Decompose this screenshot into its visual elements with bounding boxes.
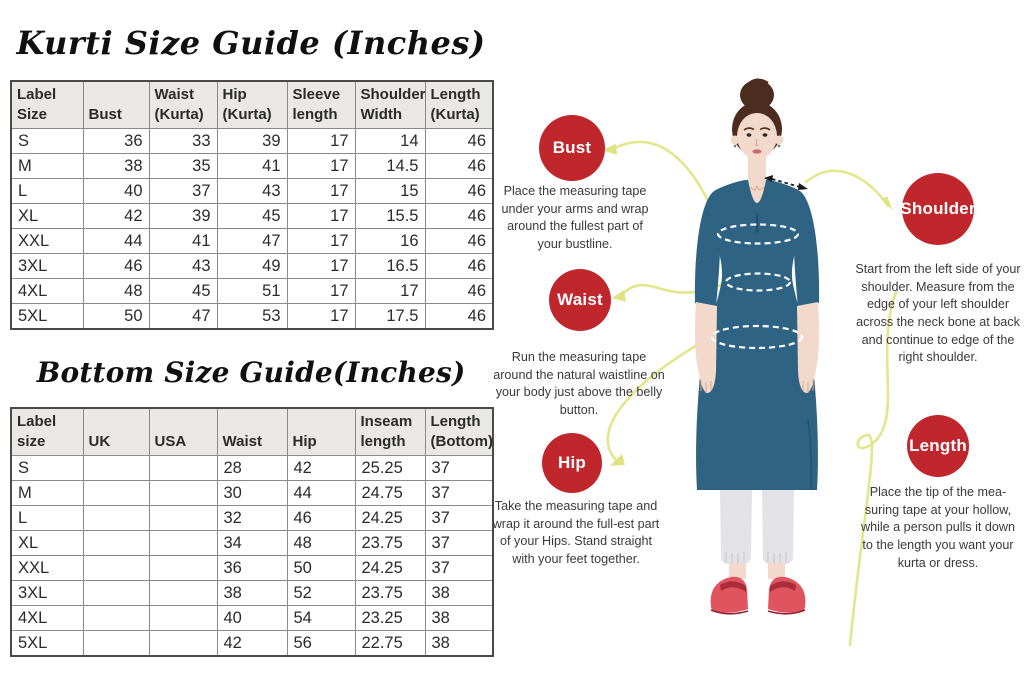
model-legs: [711, 490, 806, 614]
column-header: Length (Kurta): [425, 81, 493, 129]
value-cell: 38: [83, 154, 149, 179]
value-cell: [83, 631, 149, 657]
shoulder-badge: Shoulder: [902, 173, 974, 245]
value-cell: 22.75: [355, 631, 425, 657]
value-cell: 34: [217, 531, 287, 556]
value-cell: 23.75: [355, 581, 425, 606]
value-cell: 16.5: [355, 254, 425, 279]
value-cell: 37: [425, 531, 493, 556]
value-cell: 17: [287, 204, 355, 229]
value-cell: 17.5: [355, 304, 425, 330]
size-label-cell: M: [11, 481, 83, 506]
value-cell: 36: [217, 556, 287, 581]
value-cell: 46: [425, 279, 493, 304]
value-cell: 48: [83, 279, 149, 304]
value-cell: 33: [149, 129, 217, 154]
column-header: Label Size: [11, 81, 83, 129]
right-earring: [778, 145, 781, 148]
value-cell: [149, 506, 217, 531]
value-cell: 41: [217, 154, 287, 179]
value-cell: 46: [425, 154, 493, 179]
value-cell: [83, 456, 149, 481]
table-row: [11, 179, 493, 204]
table-row: [11, 631, 493, 657]
value-cell: 24.25: [355, 556, 425, 581]
value-cell: 23.25: [355, 606, 425, 631]
bottom-size-table: [10, 407, 494, 657]
hip-note: Take the measuring tape and wrap it around the full-est part of your Hips. Stand straight with your feet together.: [492, 499, 660, 566]
size-label-cell: 3XL: [11, 254, 83, 279]
table-row: [11, 581, 493, 606]
value-cell: 41: [149, 229, 217, 254]
value-cell: 50: [287, 556, 355, 581]
length-note: Place the tip of the mea-suring tape at your hollow, while a person pulls it down to the length you want your kurta or dress.: [860, 485, 1015, 570]
value-cell: 46: [425, 229, 493, 254]
left-forearm-hand: [695, 302, 717, 393]
value-cell: [149, 556, 217, 581]
value-cell: 42: [83, 204, 149, 229]
right-ankle: [768, 563, 785, 579]
value-cell: 42: [217, 631, 287, 657]
column-header: Hip (Kurta): [217, 81, 287, 129]
column-header: Sleeve length: [287, 81, 355, 129]
table-row: [11, 279, 493, 304]
size-label-cell: 5XL: [11, 631, 83, 657]
value-cell: 46: [287, 506, 355, 531]
size-label-cell: M: [11, 154, 83, 179]
length-badge: Length: [907, 415, 969, 477]
value-cell: [83, 481, 149, 506]
kurti-guide-title: Kurti Size Guide (Inches): [16, 24, 486, 62]
value-cell: 39: [149, 204, 217, 229]
table-row: [11, 204, 493, 229]
value-cell: 17: [287, 254, 355, 279]
value-cell: [83, 581, 149, 606]
value-cell: 17: [287, 229, 355, 254]
value-cell: 38: [425, 581, 493, 606]
value-cell: 47: [217, 229, 287, 254]
table-row: [11, 481, 493, 506]
value-cell: 14: [355, 129, 425, 154]
value-cell: 52: [287, 581, 355, 606]
bottom-guide-title: Bottom Size Guide(Inches): [36, 356, 466, 389]
table-row: [11, 456, 493, 481]
value-cell: 45: [217, 204, 287, 229]
value-cell: 17: [287, 129, 355, 154]
size-label-cell: 4XL: [11, 606, 83, 631]
table-row: [11, 129, 493, 154]
value-cell: 44: [83, 229, 149, 254]
neck: [748, 151, 766, 188]
value-cell: [149, 606, 217, 631]
value-cell: 16: [355, 229, 425, 254]
size-label-cell: L: [11, 179, 83, 204]
lips: [752, 149, 761, 153]
value-cell: 17: [287, 279, 355, 304]
value-cell: 37: [149, 179, 217, 204]
right-forearm-hand: [797, 302, 819, 393]
shoulder-note: Start from the left side of your shoulder. Measure from the edge of your left shoulder across the neck bone at back and continue to edge of the right shoulder.: [855, 262, 1021, 365]
value-cell: 35: [149, 154, 217, 179]
value-cell: 24.25: [355, 506, 425, 531]
value-cell: 15: [355, 179, 425, 204]
value-cell: 36: [83, 129, 149, 154]
value-cell: [149, 631, 217, 657]
column-header: Waist: [217, 408, 287, 456]
value-cell: 42: [287, 456, 355, 481]
value-cell: [83, 606, 149, 631]
value-cell: 25.25: [355, 456, 425, 481]
value-cell: 53: [217, 304, 287, 330]
bust-badge: Bust: [539, 115, 605, 181]
value-cell: 37: [425, 556, 493, 581]
value-cell: 40: [217, 606, 287, 631]
column-header: Hip: [287, 408, 355, 456]
value-cell: 14.5: [355, 154, 425, 179]
value-cell: 37: [425, 506, 493, 531]
value-cell: 46: [425, 179, 493, 204]
size-label-cell: 4XL: [11, 279, 83, 304]
value-cell: 44: [287, 481, 355, 506]
value-cell: [149, 481, 217, 506]
column-header: UK: [83, 408, 149, 456]
table-row: [11, 254, 493, 279]
column-header: Bust: [83, 81, 149, 129]
left-eye: [747, 133, 752, 136]
column-header: Length (Bottom): [425, 408, 493, 456]
value-cell: [149, 456, 217, 481]
value-cell: 17: [287, 304, 355, 330]
value-cell: 46: [425, 254, 493, 279]
value-cell: 15.5: [355, 204, 425, 229]
waist-badge: Waist: [549, 269, 611, 331]
header-row: [11, 408, 493, 456]
value-cell: 46: [425, 304, 493, 330]
size-label-cell: XL: [11, 531, 83, 556]
right-eye: [763, 133, 768, 136]
shoulder-measure-right-arrow: [798, 183, 808, 190]
value-cell: 38: [425, 631, 493, 657]
value-cell: [83, 531, 149, 556]
size-label-cell: 3XL: [11, 581, 83, 606]
size-label-cell: 5XL: [11, 304, 83, 330]
value-cell: 48: [287, 531, 355, 556]
column-header: Waist (Kurta): [149, 81, 217, 129]
value-cell: 38: [425, 606, 493, 631]
left-legging: [720, 490, 752, 565]
waist-note: Run the measuring tape around the natural waistline on your body just above the belly button.: [493, 350, 665, 417]
size-label-cell: XXL: [11, 229, 83, 254]
column-header: USA: [149, 408, 217, 456]
hip-badge: Hip: [542, 433, 602, 493]
value-cell: 39: [217, 129, 287, 154]
table-row: [11, 606, 493, 631]
table-row: [11, 556, 493, 581]
value-cell: 37: [425, 481, 493, 506]
column-header: Label size: [11, 408, 83, 456]
value-cell: [83, 556, 149, 581]
kurti-size-table: [10, 80, 494, 330]
value-cell: 28: [217, 456, 287, 481]
value-cell: 40: [83, 179, 149, 204]
table-row: [11, 154, 493, 179]
column-header: Inseam length: [355, 408, 425, 456]
value-cell: 23.75: [355, 531, 425, 556]
table-row: [11, 531, 493, 556]
left-ankle: [729, 563, 746, 579]
value-cell: [83, 506, 149, 531]
column-header: Shoulder Width: [355, 81, 425, 129]
value-cell: 30: [217, 481, 287, 506]
waist-arrowhead: [612, 290, 626, 302]
value-cell: 49: [217, 254, 287, 279]
table-row: [11, 229, 493, 254]
value-cell: [149, 581, 217, 606]
size-label-cell: XL: [11, 204, 83, 229]
value-cell: 38: [217, 581, 287, 606]
value-cell: 47: [149, 304, 217, 330]
table-row: [11, 304, 493, 330]
value-cell: 24.75: [355, 481, 425, 506]
value-cell: 46: [425, 129, 493, 154]
value-cell: 17: [355, 279, 425, 304]
left-earring: [734, 145, 737, 148]
size-label-cell: S: [11, 129, 83, 154]
value-cell: 32: [217, 506, 287, 531]
shoulder-arrowhead: [882, 196, 893, 211]
value-cell: 46: [83, 254, 149, 279]
value-cell: 56: [287, 631, 355, 657]
shoulder-arrow-line: [806, 171, 888, 206]
value-cell: 17: [287, 179, 355, 204]
size-label-cell: XXL: [11, 556, 83, 581]
size-label-cell: L: [11, 506, 83, 531]
table-row: [11, 506, 493, 531]
value-cell: 17: [287, 154, 355, 179]
kurti-button: [755, 229, 758, 232]
header-row: [11, 81, 493, 129]
value-cell: 37: [425, 456, 493, 481]
value-cell: 51: [217, 279, 287, 304]
value-cell: 54: [287, 606, 355, 631]
value-cell: 46: [425, 204, 493, 229]
value-cell: 43: [149, 254, 217, 279]
right-legging: [762, 490, 794, 565]
value-cell: 45: [149, 279, 217, 304]
bust-note: Place the measuring tape under your arms and wrap around the fullest part of your bustline.: [501, 184, 649, 251]
value-cell: 43: [217, 179, 287, 204]
size-label-cell: S: [11, 456, 83, 481]
value-cell: [149, 531, 217, 556]
value-cell: 50: [83, 304, 149, 330]
